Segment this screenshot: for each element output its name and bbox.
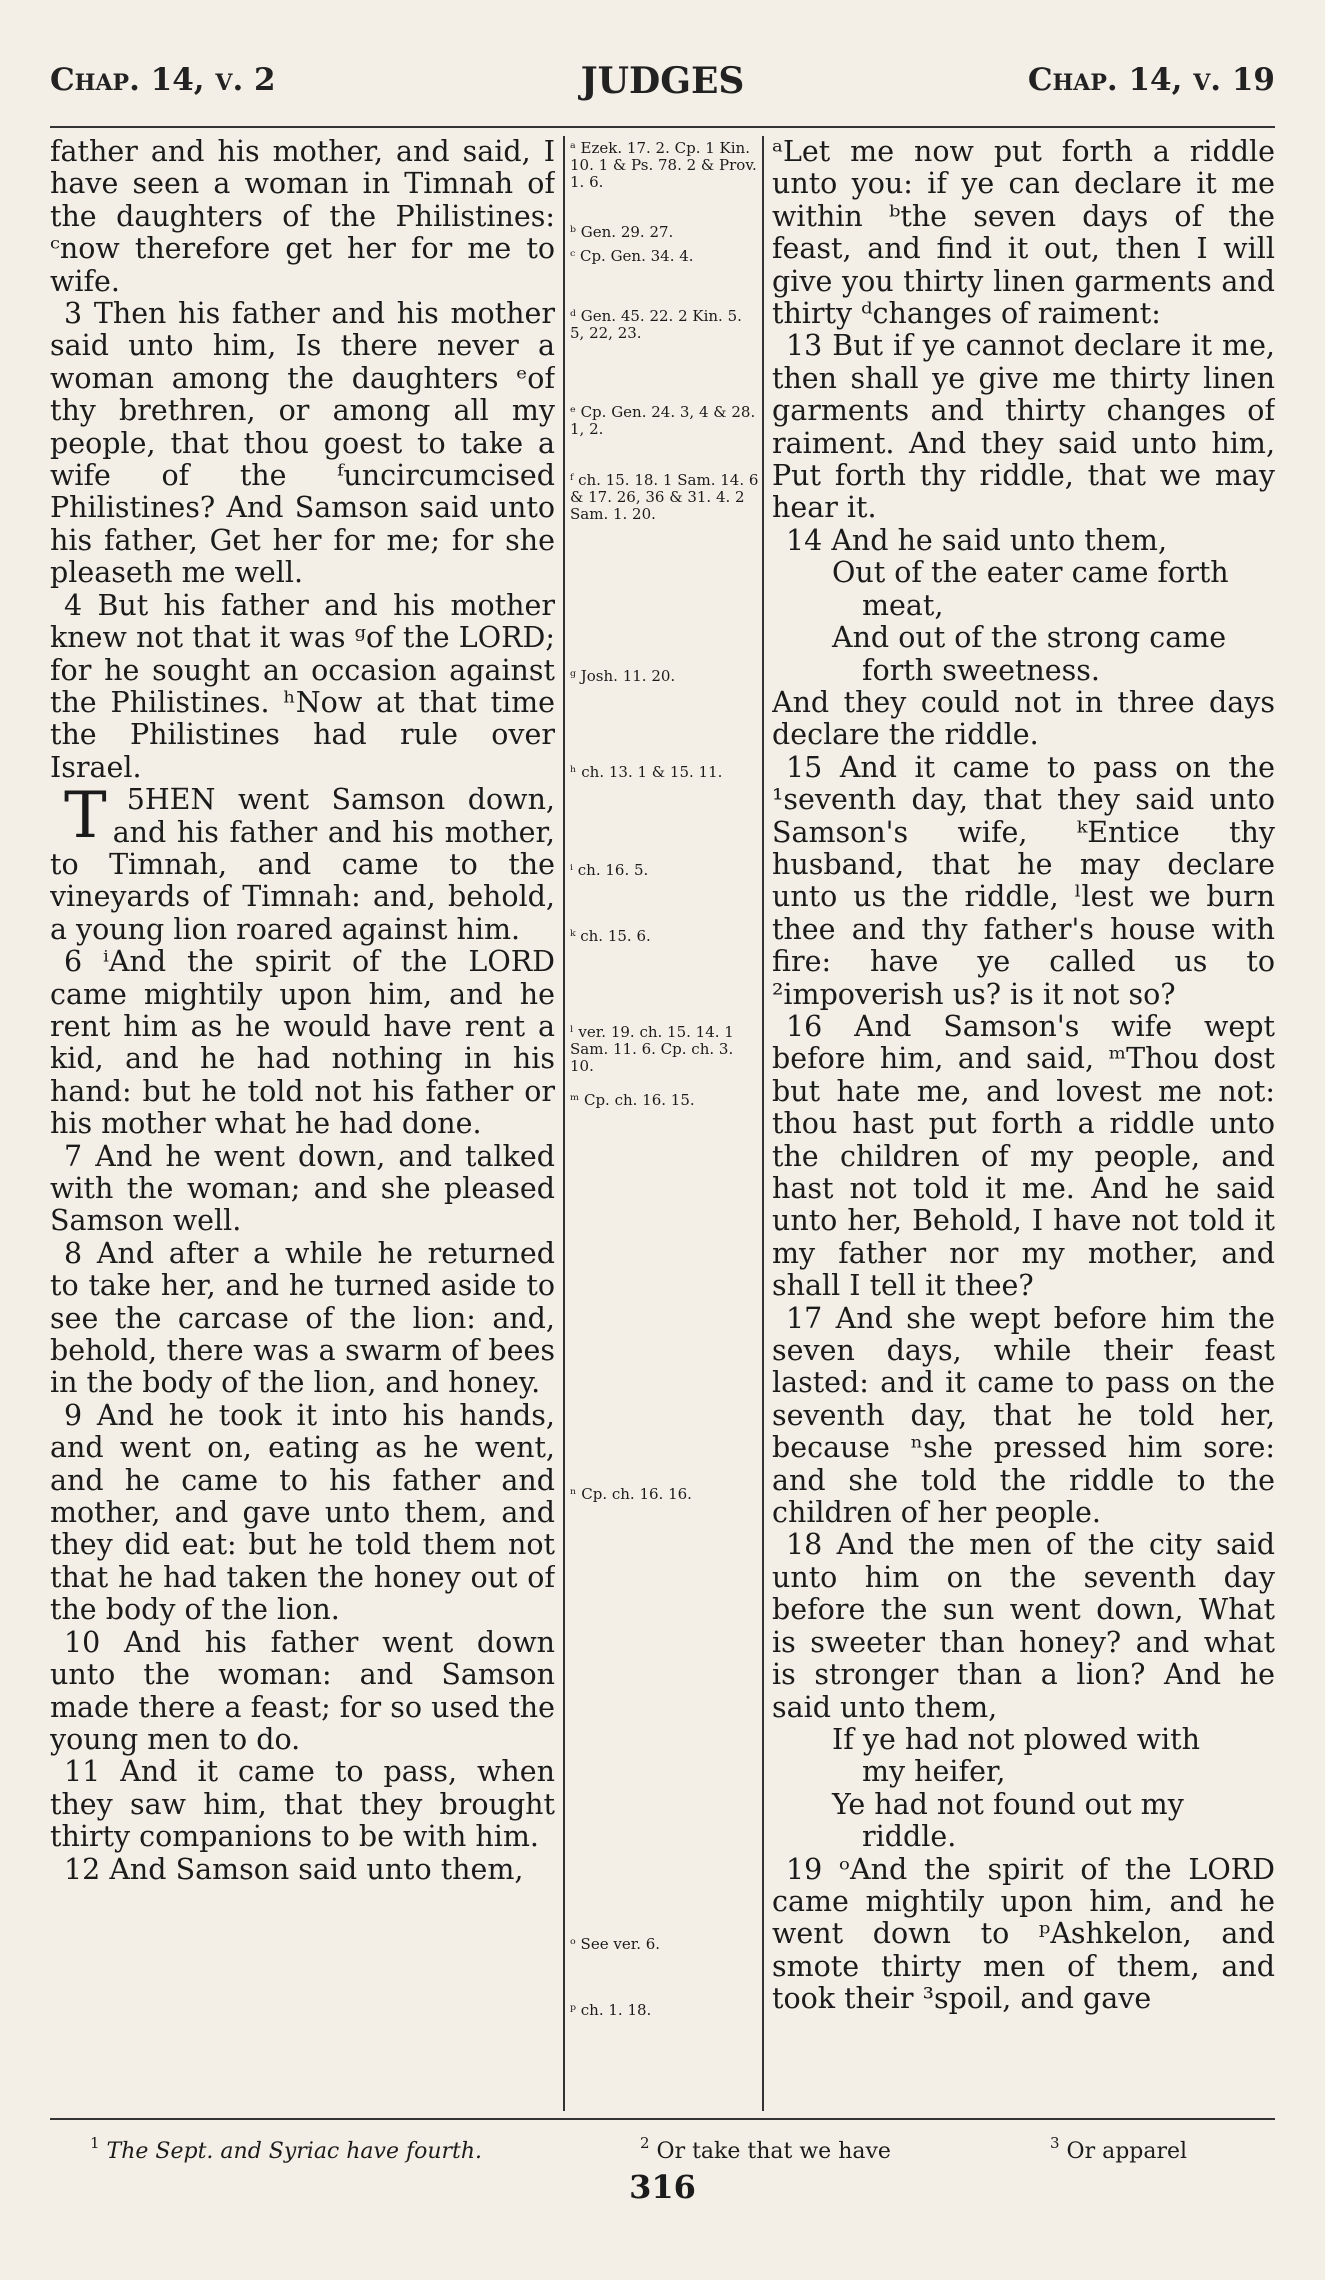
verse-18: 18 And the men of the city said unto him on the seventh day before the sun went down, What is sweeter than honey? and what is stronger than a lion? And he said unto them, [772, 1528, 1275, 1724]
riddle-line: Out of the eater came forth [832, 556, 1229, 590]
cross-reference: ᵐ Cp. ch. 16. 15. [570, 1091, 695, 1109]
answer-line: riddle. [862, 1820, 957, 1854]
cross-reference: ᵒ See ver. 6. [570, 1935, 661, 1953]
answer-line: my heifer, [862, 1755, 1006, 1789]
cross-reference: ᵉ Cp. Gen. 24. 3, 4 & 28. 1, 2. [570, 403, 756, 438]
verse-2-end: father and his mother, and said, I have seen a woman in Timnah of the daughters of the Philistines: ᶜnow therefore get her for me to wife. [50, 136, 555, 298]
riddle-line: And out of the strong came [832, 621, 1227, 655]
verse-14: 14 And he said unto them, [786, 523, 1168, 557]
verse-11: 11 And it came to pass, when they saw him, that they brought thirty companions to be with him. [50, 1755, 555, 1854]
drop-cap-letter: T [64, 779, 107, 854]
footer-rule [50, 2118, 1275, 2120]
footnote-3 [1050, 2134, 1187, 2164]
verse-5 [50, 779, 555, 946]
page-number: 316 [629, 2168, 696, 2206]
footnotes [50, 2134, 1275, 2168]
footnote-2-text: Or take that we have [656, 2139, 891, 2164]
footnote-2-number: 2 [640, 2134, 650, 2152]
cross-reference: ⁿ Cp. ch. 16. 16. [570, 1485, 692, 1503]
header-chapter-start: Chap. 14, v. 2 [50, 62, 276, 98]
riddle-line: forth sweetness. [862, 653, 1100, 687]
answer-line: Ye had not found out my [832, 1787, 1184, 1821]
footnote-1 [90, 2134, 482, 2164]
cross-reference: ᵈ Gen. 45. 22. 2 Kin. 5. 5, 22, 23. [570, 307, 742, 342]
cross-reference: ᵃ Ezek. 17. 2. Cp. 1 Kin. 10. 1 & Ps. 78. 2 & Prov. 1. 6. [570, 139, 757, 191]
footnote-3-number: 3 [1050, 2134, 1060, 2152]
verse-10: 10 And his father went down unto the woman: and Samson made there a feast; for so used the young men to do. [50, 1625, 555, 1756]
verse-12-end: ᵃLet me now put forth a riddle unto you: if ye can declare it me within ᵇthe seven days of the feast, and find it out, then I will give you thirty linen garments and thirty ᵈchanges of raiment: [772, 136, 1275, 331]
verse-17: 17 And she wept before him the seven days, while their feast lasted: and it came to pass on the seventh day, that he told her, because ⁿshe pressed him sore: and she told the riddle to the children of her people. [772, 1301, 1275, 1530]
footnote-3-text: Or apparel [1066, 2139, 1188, 2164]
footnote-2 [640, 2134, 891, 2164]
running-header [50, 62, 1275, 114]
header-chapter-end: Chap. 14, v. 19 [1027, 62, 1275, 98]
text-column-left [50, 136, 555, 2116]
text-column-right [772, 136, 1275, 2116]
cross-reference: ᵇ Gen. 29. 27. [570, 223, 674, 241]
verse-4: 4 But his father and his mother knew not that it was ᵍof the LORD; for he sought an occasion against the Philistines. ʰNow at that time the Philistines had rule over Israel. [50, 588, 555, 784]
verse-7: 7 And he went down, and talked with the woman; and she pleased Samson well. [50, 1139, 555, 1238]
cross-reference: ᶜ Cp. Gen. 34. 4. [570, 247, 694, 265]
cross-reference: ᵖ ch. 1. 18. [570, 2001, 652, 2019]
answer-line: If ye had not plowed with [832, 1722, 1200, 1756]
footnote-1-number: 1 [90, 2134, 100, 2152]
verse-13: 13 But if ye cannot declare it me, then shall ye give me thirty linen garments and thirty changes of raiment. And they said unto him, Put forth thy riddle, that we may hear it. [772, 329, 1275, 525]
verse-16: 16 And Samson's wife wept before him, and said, ᵐThou dost but hate me, and lovest me not: thou hast put forth a riddle unto the children of my people, and hast not told it me. And he said unto her, Behold, I have not told it my father nor my mother, and shall I tell it thee? [772, 1009, 1275, 1303]
cross-reference: ᵍ Josh. 11. 20. [570, 667, 676, 685]
verse-9: 9 And he took it into his hands, and went on, eating as he went, and he came to his father and mother, and gave unto them, and they did eat: but he told them not that he had taken the honey out of the body of the lion. [50, 1398, 555, 1627]
verse-5-number: 5 [126, 783, 145, 817]
cross-reference: ⁱ ch. 16. 5. [570, 861, 649, 879]
verse-14-end: And they could not in three days declare the riddle. [772, 685, 1275, 752]
verse-19: 19 ᵒAnd the spirit of the LORD came mightily upon him, and he went down to ᵖAshkelon, and smote thirty men of them, and took their ³spoil, and gave [772, 1852, 1275, 2016]
verse-15: 15 And it came to pass on the ¹seventh day, that they said unto Samson's wife, ᵏEntice thy husband, that he may declare unto us the riddle, ˡlest we burn thee and thy father's house with fire: have ye called us to ²impoverish us? is it not so? [772, 750, 1275, 1011]
footnote-1-text: The Sept. and Syriac have fourth. [106, 2139, 483, 2164]
cross-reference: ᶠ ch. 15. 18. 1 Sam. 14. 6 & 17. 26, 36 & 31. 4. 2 Sam. 1. 20. [570, 471, 759, 523]
cross-reference: ʰ ch. 13. 1 & 15. 11. [570, 763, 723, 781]
column-divider-left [563, 136, 565, 2111]
cross-reference: ᵏ ch. 15. 6. [570, 927, 651, 945]
cross-reference: ˡ ver. 19. ch. 15. 14. 1 Sam. 11. 6. Cp. ch. 3. 10. [570, 1023, 734, 1075]
header-rule [50, 126, 1275, 128]
verse-6: 6 ⁱAnd the spirit of the LORD came mightily upon him, and he rent him as he would have rent a kid, and he had nothing in his hand: but he told not his father or his mother what he had done. [50, 945, 555, 1141]
verse-5-text: HEN went Samson down, and his father and his mother, to Timnah, and came to the vineyards of Timnah: and, behold, a young lion roared against him. [50, 783, 555, 946]
verse-3: 3 Then his father and his mother said unto him, Is there never a woman among the daughters ᵉof thy brethren, or among all my people, that thou goest to take a wife of the ᶠuncircumcised Philistines? And Samson said unto his father, Get her for me; for she pleaseth me well. [50, 297, 555, 590]
verse-12-start: 12 And Samson said unto them, [64, 1852, 524, 1886]
riddle-line: meat, [862, 588, 944, 622]
column-divider-right [762, 136, 764, 2111]
verse-8: 8 And after a while he returned to take her, and he turned aside to see the carcase of the lion: and, behold, there was a swarm of bees in the body of the lion, and honey. [50, 1236, 555, 1400]
header-book-title: JUDGES [580, 60, 745, 102]
